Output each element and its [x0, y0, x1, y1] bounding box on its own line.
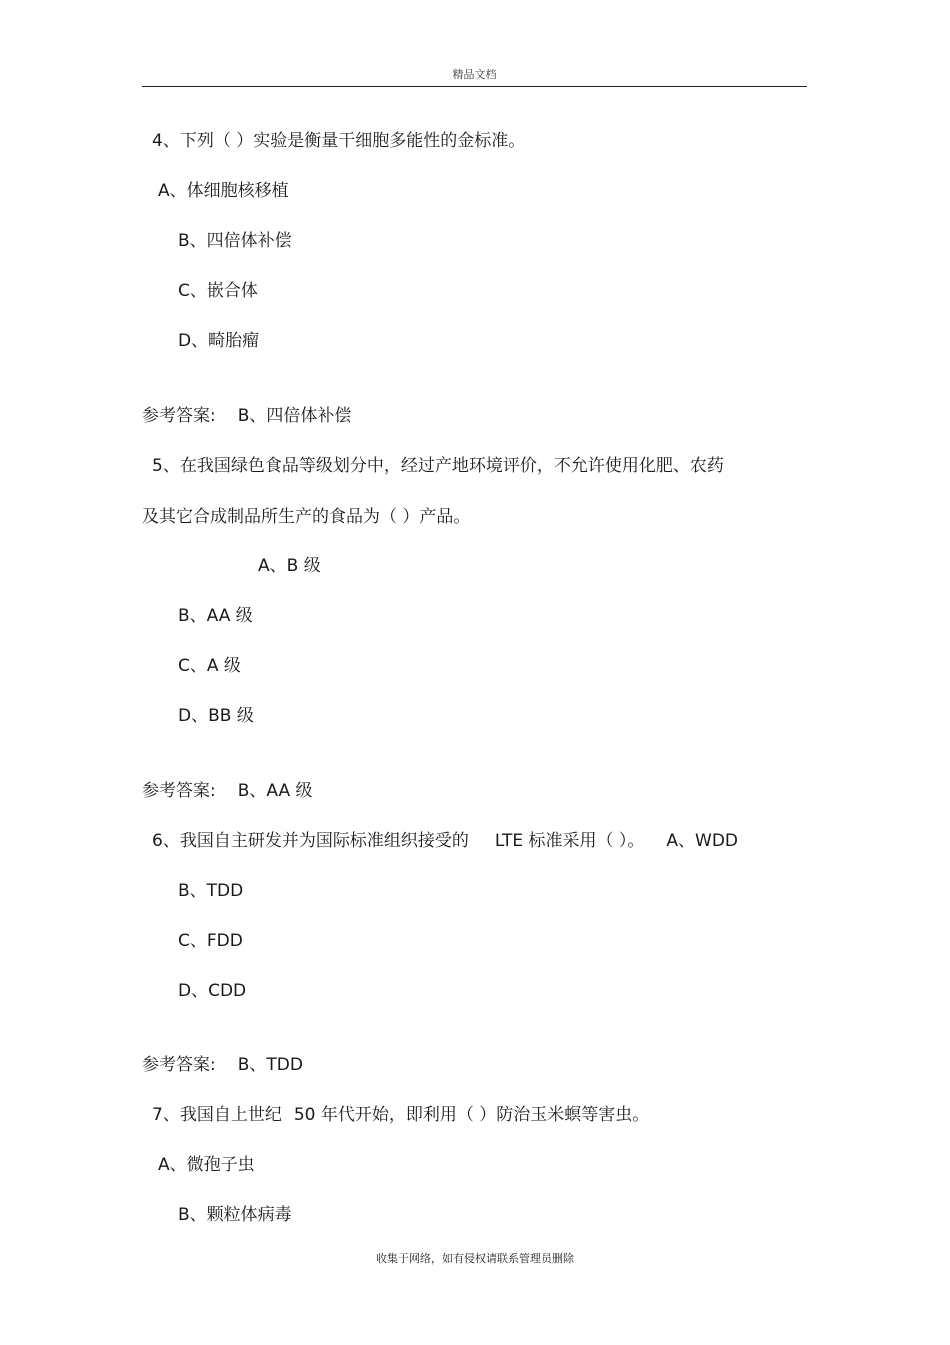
question-4-option-b: B、四倍体补偿 [178, 231, 292, 251]
question-6-stem [152, 830, 738, 852]
page-header: 精品文档 [142, 66, 807, 87]
question-6-answer [142, 1054, 303, 1076]
answer-value: B、AA 级 [237, 781, 313, 801]
answer-label: 参考答案: [142, 781, 216, 801]
question-6-option-a: A、WDD [666, 831, 739, 851]
question-7-stem-tail: 50 年代开始，即利用（ ）防治玉米螟等害虫。 [293, 1105, 650, 1125]
answer-label: 参考答案: [142, 1055, 216, 1075]
question-6-option-b: B、TDD [178, 881, 244, 901]
question-5-stem-line1: 5、在我国绿色食品等级划分中，经过产地环境评价，不允许使用化肥、农药 [152, 456, 724, 476]
question-5-stem-line2: 及其它合成制品所生产的食品为（ ）产品。 [142, 507, 471, 527]
question-6-stem-head: 6、我国自主研发并为国际标准组织接受的 [152, 831, 469, 851]
question-5-option-a: A、B 级 [258, 556, 321, 576]
question-6-option-d: D、CDD [178, 981, 247, 1001]
question-7-option-a: A、微孢子虫 [158, 1155, 255, 1175]
question-5-option-c: C、A 级 [178, 656, 241, 676]
answer-value: B、四倍体补偿 [237, 406, 352, 426]
question-6-stem-tail: LTE 标准采用（ ）。 [494, 831, 645, 851]
question-5-option-b: B、AA 级 [178, 606, 253, 626]
page-footer: 收集于网络，如有侵权请联系管理员删除 [376, 1252, 574, 1265]
question-4-answer [142, 405, 351, 427]
question-4-option-a: A、体细胞核移植 [158, 181, 289, 201]
question-6-option-c: C、FDD [178, 931, 243, 951]
question-5-answer [142, 780, 313, 802]
question-7-stem-head: 7、我国自上世纪 [152, 1105, 282, 1125]
question-4-stem: 4、下列（ ）实验是衡量干细胞多能性的金标准。 [152, 131, 526, 151]
question-4-option-c: C、嵌合体 [178, 281, 258, 301]
question-4-option-d: D、畸胎瘤 [178, 331, 260, 351]
answer-value: B、TDD [237, 1055, 303, 1075]
question-7-stem [152, 1104, 649, 1126]
question-5-option-d: D、BB 级 [178, 706, 254, 726]
question-7-option-b: B、颗粒体病毒 [178, 1205, 292, 1225]
answer-label: 参考答案: [142, 406, 216, 426]
